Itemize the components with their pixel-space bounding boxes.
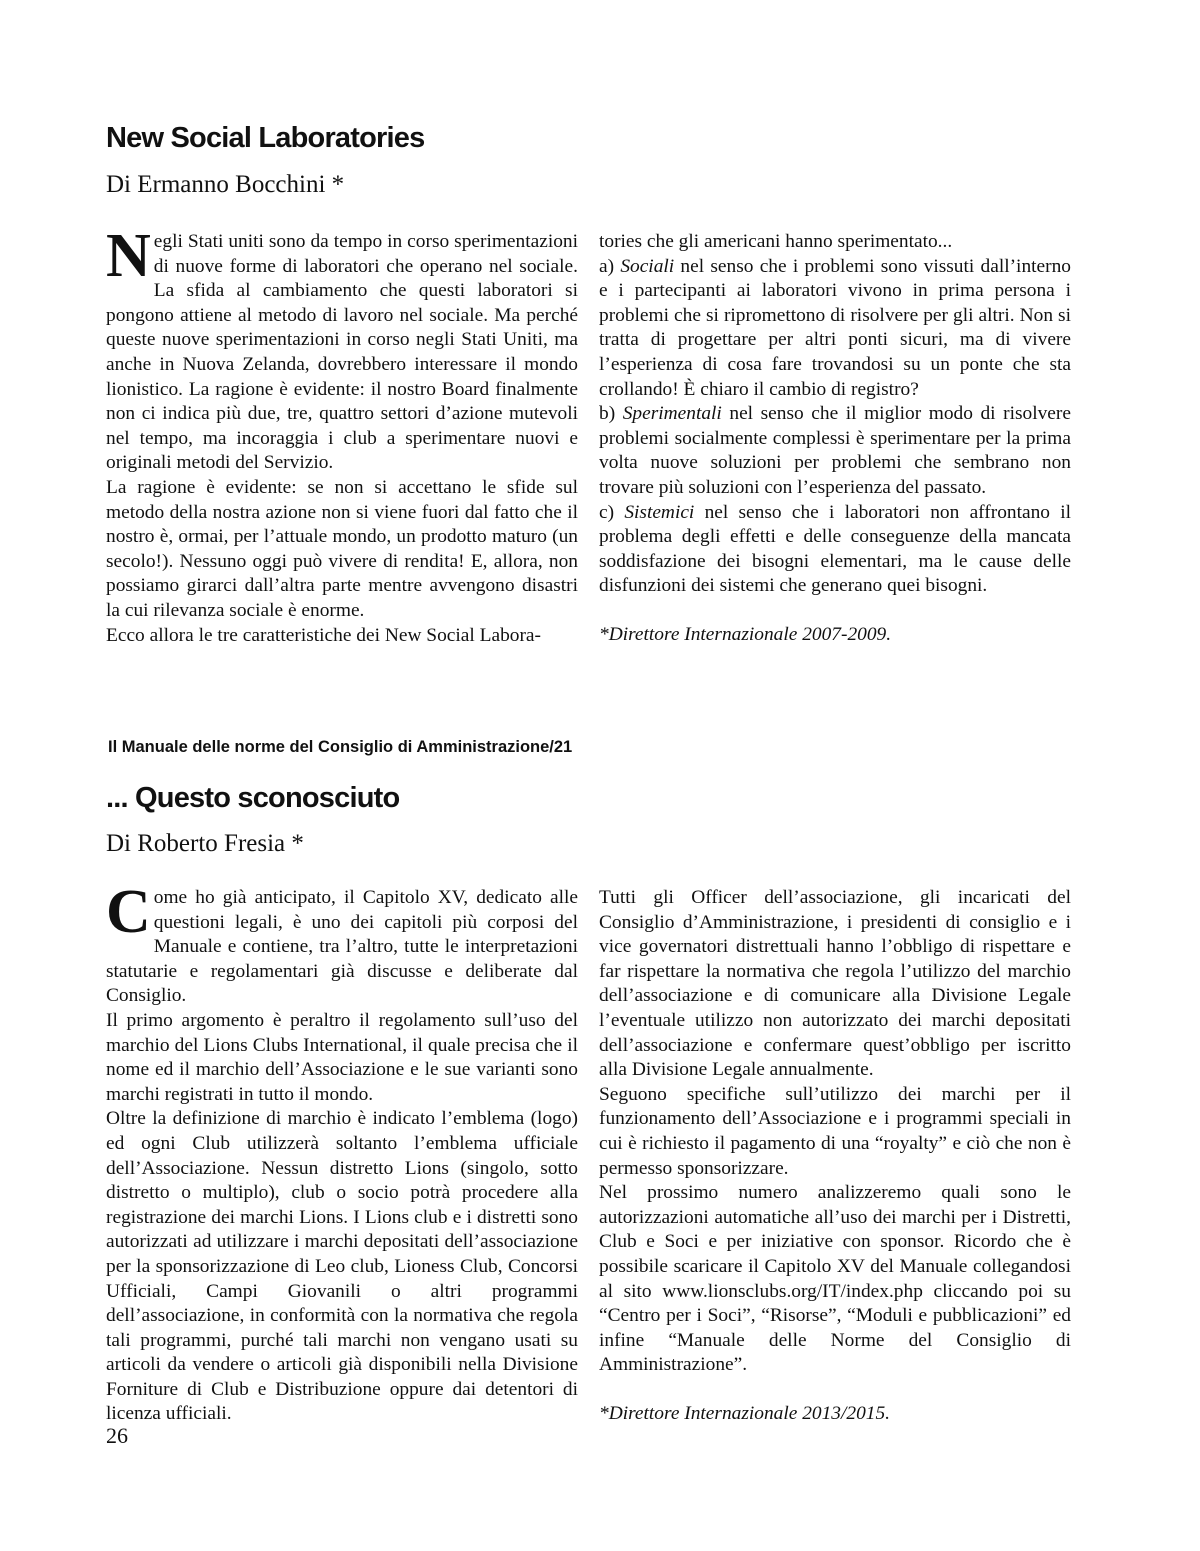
article1-item-a: a) Sociali nel senso che i problemi sono vissuti dall’interno e i partecipanti ai laboratori vivono in prima persona i problemi che si ripromettono di risolvere per gli altri. Non si tratta di progettare per altri ponti sicuri, ma di vivere l’esperienza di cosa fare trovandosi su un ponte che sta crollando! È chiaro il cambio di registro? bbox=[599, 255, 1071, 400]
article1-byline: Di Ermanno Bocchini * bbox=[106, 171, 345, 198]
article2-footnote: *Direttore Internazionale 2013/2015. bbox=[599, 1402, 891, 1424]
article2-right-column bbox=[599, 886, 1071, 1426]
article2-title: ... Questo sconosciuto bbox=[106, 782, 400, 814]
article1-footnote: *Direttore Internazionale 2007-2009. bbox=[599, 623, 892, 645]
article1-right-column bbox=[599, 230, 1071, 648]
article1-paragraph-3: Ecco allora le tre caratteristiche dei New Social Labora- bbox=[106, 624, 541, 646]
article1-item-c: c) Sistemici nel senso che i laboratori non affrontano il problema degli effetti e delle conseguenze della mancata soddisfazione dei bisogni elementari, ma le cause delle disfunzioni dei sistemi che generano quei bisogni. bbox=[599, 501, 1071, 597]
article1-title: New Social Laboratories bbox=[106, 122, 425, 154]
article1-paragraph-2: La ragione è evidente: se non si accettano le sfide sul metodo della nostra azione non si viene fuori dal fatto che il nostro è, ormai, per l’attuale mondo, un prodotto maturo (un secolo!). Nessuno oggi può vivere di rendita! E, allora, non possiamo girarci dall’altra parte mentre avvengono disastri la cui rilevanza sociale è enorme. bbox=[106, 476, 578, 621]
article2-right-paragraph-3: Nel prossimo numero analizzeremo quali sono le autorizzazioni automatiche all’uso dei marchi per i Distretti, Club e Soci e per iniziative con sponsor. Ricordo che è possibile scaricare il Capitolo XV del Manuale collegandosi al sito www.lionsclubs.org/IT/index.php cliccando poi su “Centro per i Soci”, “Risorse”, “Moduli e pubblicazioni” ed infine “Manuale delle Norme del Consiglio di Amministrazione”. bbox=[599, 1182, 1071, 1376]
page-number: 26 bbox=[106, 1423, 128, 1448]
article2-paragraph-1: Come ho già anticipato, il Capitolo XV, dedicato alle questioni legali, è uno dei capitoli più corposi del Manuale e contiene, tra l’altro, tutte le interpretazioni statutarie e regolamentari già discusse e deliberate dal Consiglio. bbox=[106, 878, 578, 1007]
article1-paragraph-1: Negli Stati uniti sono da tempo in corso sperimentazioni di nuove forme di laboratori che operano nel sociale. La sfida al cambiamento che questi laboratori si pongono attiene al metodo di lavoro nel sociale. Ma perché queste nuove sperimentazioni in corso negli Stati Uniti, ma anche in Nuova Zelanda, dovrebbero interessare il mondo lionistico. La ragione è evidente: il nostro Board finalmente non ci indica più due, tre, quattro settori d’azione mutevoli nel tempo, ma incoraggia i club a sperimentare nuovi e originali metodi del Servizio. bbox=[106, 222, 578, 474]
article2-dropcap: C bbox=[106, 878, 151, 946]
article2-kicker: Il Manuale delle norme del Consiglio di Amministrazione/21 bbox=[108, 738, 573, 756]
article1-item-b: b) Sperimentali nel senso che il miglior modo di risolvere problemi socialmente complessi è sperimentare per la prima volta nuove soluzioni per problemi che sembrano non trovare più soluzioni con l’esperienza del passato. bbox=[599, 403, 1071, 498]
article2-paragraph-3: Oltre la definizione di marchio è indicato l’emblema (logo) ed ogni Club utilizzerà soltanto l’emblema ufficiale dell’Associazione. Nessun distretto Lions (singolo, sotto distretto o multiplo), club o socio potrà procedere alla registrazione dei marchi Lions. I Lions club e i distretti sono autorizzati ad utilizzare i marchi depositati dell’associazione per la sponsorizzazione di Leo club, Lioness Club, Concorsi Ufficiali, Campi Giovanili o altri programmi dell’associazione, in conformità con la normativa che regola tali programmi, purché tali marchi non vengano usati su articoli da vendere o articoli già disponibili nella Divisione Forniture di Club e Distribuzione oppure dai detentori di licenza ufficiali. bbox=[106, 1108, 578, 1425]
article1-dropcap: N bbox=[106, 222, 151, 290]
article1-right-intro: tories che gli americani hanno sperimentato... bbox=[599, 231, 953, 252]
article2-right-paragraph-1: Tutti gli Officer dell’associazione, gli incaricati del Consiglio d’Amministrazione, i presidenti di consiglio e i vice governatori distrettuali hanno l’obbligo di rispettare e far rispettare la normativa che regola l’utilizzo del marchio dell’associazione e di comunicare alla Divisione Legale l’eventuale utilizzo non autorizzato dei marchi depositati dell’associazione e confermare quest’obbligo per iscritto alla Divisione Legale annualmente. bbox=[599, 887, 1071, 1081]
article2-byline: Di Roberto Fresia * bbox=[106, 830, 304, 857]
article2-paragraph-2: Il primo argomento è peraltro il regolamento sull’uso del marchio del Lions Clubs International, il quale precisa che il nome ed il marchio dell’Associazione e le sue varianti sono marchi registrati in tutto il mondo. bbox=[106, 1009, 578, 1105]
article2-left-column bbox=[106, 878, 578, 1427]
article1-left-column bbox=[106, 222, 578, 648]
article2-right-paragraph-2: Seguono specifiche sull’utilizzo dei marchi per il funzionamento dell’Associazione e i programmi speciali in cui è richiesto il pagamento di una “royalty” e ciò che non è permesso sponsorizzare. bbox=[599, 1083, 1071, 1179]
